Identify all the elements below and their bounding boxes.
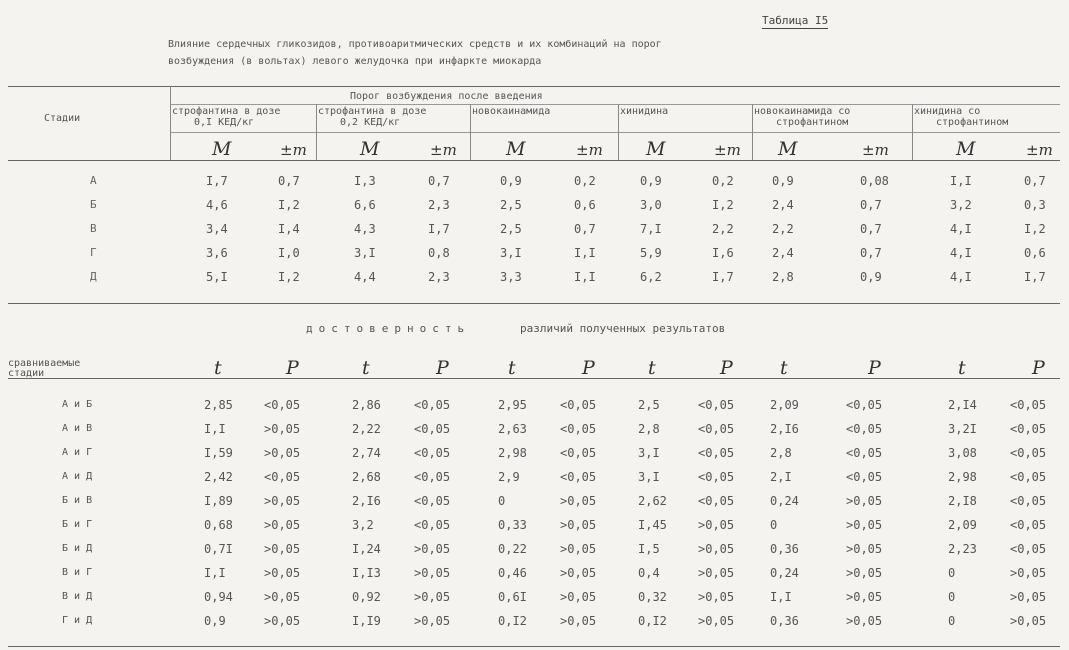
table-cell: 3,3 <box>500 270 522 284</box>
drug-4-t-header: t <box>648 357 656 379</box>
drug-1-line-1: строфантина в дозе <box>172 106 281 117</box>
t-value-cell: 2,23 <box>948 542 977 556</box>
table-cell: 2,3 <box>428 270 450 284</box>
table-cell: 4,I <box>950 270 972 284</box>
table-cell: 2,4 <box>772 246 794 260</box>
t-value-cell: 2,68 <box>352 470 381 484</box>
compared-pair: А и Б <box>62 399 93 410</box>
caption-line-2: возбуждения (в вольтах) левого желудочка при инфаркте миокарда <box>168 56 542 67</box>
table-cell: 2,3 <box>428 198 450 212</box>
p-value-cell: <0,05 <box>1010 422 1047 436</box>
table-cell: 4,I <box>950 222 972 236</box>
table-cell: 0,8 <box>428 246 450 260</box>
table-cell: 6,2 <box>640 270 662 284</box>
p-value-cell: <0,05 <box>414 398 451 412</box>
upper-bottom-rule <box>8 303 1060 304</box>
p-value-cell: >0,05 <box>414 566 451 580</box>
middle-title: различий полученных результатов <box>520 322 726 335</box>
p-value-cell: >0,05 <box>698 518 735 532</box>
drug-6-mean-header: М <box>956 138 976 160</box>
table-cell: 0,7 <box>860 246 882 260</box>
t-value-cell: I,I9 <box>352 614 381 628</box>
drug-6-t-header: t <box>958 357 966 379</box>
drug-2-line-2: 0,2 КЕД/кг <box>340 117 401 128</box>
drug-1-line-2: 0,I КЕД/кг <box>194 117 255 128</box>
bottom-rule <box>8 646 1060 647</box>
table-cell: I,7 <box>428 222 450 236</box>
drug-5-line-1: новокаинамида со <box>754 106 851 117</box>
p-value-cell: <0,05 <box>1010 494 1047 508</box>
t-value-cell: 2,5 <box>638 398 660 412</box>
p-value-cell: <0,05 <box>846 470 883 484</box>
t-value-cell: 0,92 <box>352 590 381 604</box>
table-cell: 0,6 <box>1024 246 1046 260</box>
t-value-cell: 2,8 <box>638 422 660 436</box>
t-value-cell: 0,24 <box>770 566 799 580</box>
p-value-cell: >0,05 <box>846 518 883 532</box>
top-rule <box>8 86 1060 87</box>
t-value-cell: 2,85 <box>204 398 233 412</box>
table-cell: I,6 <box>712 246 734 260</box>
t-value-cell: 0 <box>948 566 956 580</box>
drug-6-line-1: хинидина со <box>914 106 981 117</box>
drug-5-t-header: t <box>780 357 788 379</box>
p-value-cell: <0,05 <box>414 518 451 532</box>
t-value-cell: 0,68 <box>204 518 233 532</box>
t-value-cell: 2,42 <box>204 470 233 484</box>
drug-6-line-2: строфантином <box>936 117 1009 128</box>
p-value-cell: <0,05 <box>698 470 735 484</box>
t-value-cell: 0,9 <box>204 614 226 628</box>
table-cell: 0,08 <box>860 174 889 188</box>
drug-1-t-header: t <box>214 357 222 379</box>
drug-1-error-header: ±m <box>280 141 307 159</box>
t-value-cell: I,I <box>204 422 226 436</box>
drug-5-error-header: ±m <box>862 141 889 159</box>
t-value-cell: 2,95 <box>498 398 527 412</box>
drug-4-line-1: хинидина <box>620 106 669 117</box>
table-cell: 3,0 <box>640 198 662 212</box>
t-value-cell: I,5 <box>638 542 660 556</box>
p-value-cell: >0,05 <box>264 446 301 460</box>
drug-1-p-header: P <box>286 357 299 379</box>
table-cell: 0,2 <box>712 174 734 188</box>
table-cell: 2,2 <box>712 222 734 236</box>
p-value-cell: <0,05 <box>560 422 597 436</box>
t-value-cell: 2,98 <box>498 446 527 460</box>
t-value-cell: I,I <box>204 566 226 580</box>
middle-title-spaced: достоверность <box>306 322 471 335</box>
table-cell: 0,2 <box>574 174 596 188</box>
t-value-cell: 2,74 <box>352 446 381 460</box>
t-value-cell: 0,94 <box>204 590 233 604</box>
stage-label: А <box>90 174 97 187</box>
table-cell: I,2 <box>278 270 300 284</box>
table-number: Таблица I5 <box>762 14 829 27</box>
p-value-cell: >0,05 <box>414 590 451 604</box>
t-value-cell: 2,98 <box>948 470 977 484</box>
p-value-cell: >0,05 <box>698 590 735 604</box>
t-value-cell: 3,2 <box>352 518 374 532</box>
t-value-cell: 0 <box>948 614 956 628</box>
table-cell: 3,6 <box>206 246 228 260</box>
table-cell: 4,3 <box>354 222 376 236</box>
drug-2-line-1: строфантина в дозе <box>318 106 427 117</box>
table-cell: I,2 <box>1024 222 1046 236</box>
compared-pair: Б и Г <box>62 519 93 530</box>
p-value-cell: <0,05 <box>698 422 735 436</box>
p-value-cell: >0,05 <box>560 614 597 628</box>
p-value-cell: >0,05 <box>1010 590 1047 604</box>
drug-3-mean-header: М <box>506 138 526 160</box>
t-value-cell: I,45 <box>638 518 667 532</box>
t-value-cell: I,89 <box>204 494 233 508</box>
drug-2-t-header: t <box>362 357 370 379</box>
t-value-cell: 2,09 <box>770 398 799 412</box>
t-value-cell: I,24 <box>352 542 381 556</box>
table-cell: 0,9 <box>640 174 662 188</box>
t-value-cell: 2,I8 <box>948 494 977 508</box>
p-value-cell: >0,05 <box>698 614 735 628</box>
table-cell: 0,7 <box>860 198 882 212</box>
drug-6-error-header: ±m <box>1026 141 1053 159</box>
p-value-cell: <0,05 <box>698 494 735 508</box>
drug-3-p-header: P <box>582 357 595 379</box>
table-cell: 5,9 <box>640 246 662 260</box>
table-cell: I,I <box>574 270 596 284</box>
p-value-cell: <0,05 <box>1010 398 1047 412</box>
p-value-cell: <0,05 <box>414 494 451 508</box>
lower-header-rule <box>8 378 1060 379</box>
stage-label: Б <box>90 198 97 211</box>
p-value-cell: >0,05 <box>698 566 735 580</box>
table-cell: 0,9 <box>772 174 794 188</box>
p-value-cell: <0,05 <box>1010 518 1047 532</box>
table-cell: I,3 <box>354 174 376 188</box>
drug-1-mean-header: М <box>212 138 232 160</box>
p-value-cell: >0,05 <box>846 590 883 604</box>
table-cell: 0,7 <box>574 222 596 236</box>
drug-3-error-header: ±m <box>576 141 603 159</box>
p-value-cell: >0,05 <box>1010 566 1047 580</box>
p-value-cell: >0,05 <box>846 542 883 556</box>
t-value-cell: 2,I4 <box>948 398 977 412</box>
t-value-cell: 0,4 <box>638 566 660 580</box>
t-value-cell: I,I <box>770 590 792 604</box>
p-value-cell: >0,05 <box>698 542 735 556</box>
table-cell: 0,6 <box>574 198 596 212</box>
t-value-cell: 0 <box>948 590 956 604</box>
table-cell: 0,9 <box>500 174 522 188</box>
drug-2-mean-header: М <box>360 138 380 160</box>
t-value-cell: 2,I6 <box>352 494 381 508</box>
t-value-cell: 0,36 <box>770 614 799 628</box>
t-value-cell: 2,09 <box>948 518 977 532</box>
drug-3-t-header: t <box>508 357 516 379</box>
drug-5-p-header: P <box>868 357 881 379</box>
p-value-cell: >0,05 <box>846 566 883 580</box>
t-value-cell: 0,6I <box>498 590 527 604</box>
t-value-cell: 0,I2 <box>638 614 667 628</box>
p-value-cell: <0,05 <box>414 470 451 484</box>
drug-5-mean-header: М <box>778 138 798 160</box>
table-cell: 4,6 <box>206 198 228 212</box>
drug-4-mean-header: М <box>646 138 666 160</box>
t-value-cell: 0,I2 <box>498 614 527 628</box>
p-value-cell: >0,05 <box>264 614 301 628</box>
table-cell: 2,8 <box>772 270 794 284</box>
p-value-cell: >0,05 <box>560 494 597 508</box>
compared-pair: Б и Д <box>62 543 93 554</box>
t-value-cell: 0,32 <box>638 590 667 604</box>
t-value-cell: 2,I6 <box>770 422 799 436</box>
t-value-cell: 0,33 <box>498 518 527 532</box>
p-value-cell: >0,05 <box>264 494 301 508</box>
compared-pair: Б и В <box>62 495 93 506</box>
p-value-cell: >0,05 <box>560 566 597 580</box>
t-value-cell: 2,62 <box>638 494 667 508</box>
t-value-cell: 3,I <box>638 470 660 484</box>
t-value-cell: 2,86 <box>352 398 381 412</box>
table-cell: I,7 <box>712 270 734 284</box>
p-value-cell: <0,05 <box>560 398 597 412</box>
table-cell: I,2 <box>278 198 300 212</box>
p-value-cell: <0,05 <box>560 470 597 484</box>
t-value-cell: 2,8 <box>770 446 792 460</box>
t-value-cell: 3,2I <box>948 422 977 436</box>
header-bottom-rule <box>8 160 1060 161</box>
p-value-cell: >0,05 <box>264 518 301 532</box>
p-value-cell: >0,05 <box>264 590 301 604</box>
table-cell: 2,4 <box>772 198 794 212</box>
t-value-cell: 2,I <box>770 470 792 484</box>
drug-underline <box>170 132 1060 133</box>
compared-pair: В и Г <box>62 567 93 578</box>
p-value-cell: <0,05 <box>698 446 735 460</box>
drug-5-line-2: строфантином <box>776 117 849 128</box>
table-cell: I,I <box>950 174 972 188</box>
table-cell: 2,2 <box>772 222 794 236</box>
t-value-cell: 2,22 <box>352 422 381 436</box>
p-value-cell: <0,05 <box>698 398 735 412</box>
drug-2-p-header: P <box>436 357 449 379</box>
p-value-cell: >0,05 <box>560 542 597 556</box>
compared-stages-line-1: сравниваемые <box>8 358 81 369</box>
t-value-cell: 2,9 <box>498 470 520 484</box>
compared-pair: А и Д <box>62 471 93 482</box>
table-cell: 7,I <box>640 222 662 236</box>
stage-label: Д <box>90 270 97 283</box>
table-cell: 2,5 <box>500 198 522 212</box>
t-value-cell: 0 <box>498 494 506 508</box>
table-cell: I,I <box>574 246 596 260</box>
compared-pair: Г и Д <box>62 615 93 626</box>
compared-pair: А и Г <box>62 447 93 458</box>
table-cell: 0,7 <box>428 174 450 188</box>
table-cell: 5,I <box>206 270 228 284</box>
drug-4-error-header: ±m <box>714 141 741 159</box>
p-value-cell: <0,05 <box>846 446 883 460</box>
t-value-cell: 0,24 <box>770 494 799 508</box>
table-cell: 0,7 <box>278 174 300 188</box>
p-value-cell: >0,05 <box>264 422 301 436</box>
p-value-cell: <0,05 <box>264 398 301 412</box>
stage-header: Стадии <box>44 113 81 124</box>
drug-6-p-header: P <box>1032 357 1045 379</box>
table-cell: 3,4 <box>206 222 228 236</box>
drug-2-error-header: ±m <box>430 141 457 159</box>
table-cell: 0,7 <box>1024 174 1046 188</box>
table-cell: I,0 <box>278 246 300 260</box>
p-value-cell: <0,05 <box>414 446 451 460</box>
table-cell: I,7 <box>1024 270 1046 284</box>
t-value-cell: 0,7I <box>204 542 233 556</box>
p-value-cell: <0,05 <box>1010 446 1047 460</box>
t-value-cell: 0,46 <box>498 566 527 580</box>
table-cell: 0,7 <box>860 222 882 236</box>
stage-label: В <box>90 222 97 235</box>
table-cell: I,7 <box>206 174 228 188</box>
t-value-cell: 0 <box>770 518 778 532</box>
t-value-cell: 0,22 <box>498 542 527 556</box>
caption-line-1: Влияние сердечных гликозидов, противоаритмических средств и их комбинаций на порог <box>168 39 662 50</box>
drug-3-line-1: новокаинамида <box>472 106 551 117</box>
p-value-cell: >0,05 <box>846 494 883 508</box>
p-value-cell: <0,05 <box>560 446 597 460</box>
p-value-cell: <0,05 <box>1010 470 1047 484</box>
group-underline <box>170 104 1060 105</box>
table-cell: 4,I <box>950 246 972 260</box>
p-value-cell: <0,05 <box>846 422 883 436</box>
table-cell: I,4 <box>278 222 300 236</box>
table-cell: 6,6 <box>354 198 376 212</box>
p-value-cell: >0,05 <box>560 590 597 604</box>
p-value-cell: >0,05 <box>414 542 451 556</box>
table-cell: 2,5 <box>500 222 522 236</box>
p-value-cell: >0,05 <box>1010 614 1047 628</box>
compared-stages-line-2: стадии <box>8 368 45 379</box>
stage-label: Г <box>90 246 97 259</box>
t-value-cell: 3,08 <box>948 446 977 460</box>
table-cell: I,2 <box>712 198 734 212</box>
t-value-cell: I,59 <box>204 446 233 460</box>
p-value-cell: >0,05 <box>414 614 451 628</box>
p-value-cell: <0,05 <box>414 422 451 436</box>
t-value-cell: 0,36 <box>770 542 799 556</box>
table-cell: 3,I <box>500 246 522 260</box>
table-cell: 0,9 <box>860 270 882 284</box>
t-value-cell: 2,63 <box>498 422 527 436</box>
p-value-cell: >0,05 <box>264 566 301 580</box>
p-value-cell: <0,05 <box>264 470 301 484</box>
p-value-cell: <0,05 <box>1010 542 1047 556</box>
p-value-cell: >0,05 <box>560 518 597 532</box>
p-value-cell: >0,05 <box>846 614 883 628</box>
p-value-cell: >0,05 <box>264 542 301 556</box>
t-value-cell: 3,I <box>638 446 660 460</box>
table-cell: 4,4 <box>354 270 376 284</box>
p-value-cell: <0,05 <box>846 398 883 412</box>
compared-pair: А и В <box>62 423 93 434</box>
t-value-cell: I,I3 <box>352 566 381 580</box>
compared-pair: В и Д <box>62 591 93 602</box>
table-cell: 3,2 <box>950 198 972 212</box>
table-cell: 0,3 <box>1024 198 1046 212</box>
drug-4-p-header: P <box>720 357 733 379</box>
group-header: Порог возбуждения после введения <box>350 91 543 102</box>
table-cell: 3,I <box>354 246 376 260</box>
